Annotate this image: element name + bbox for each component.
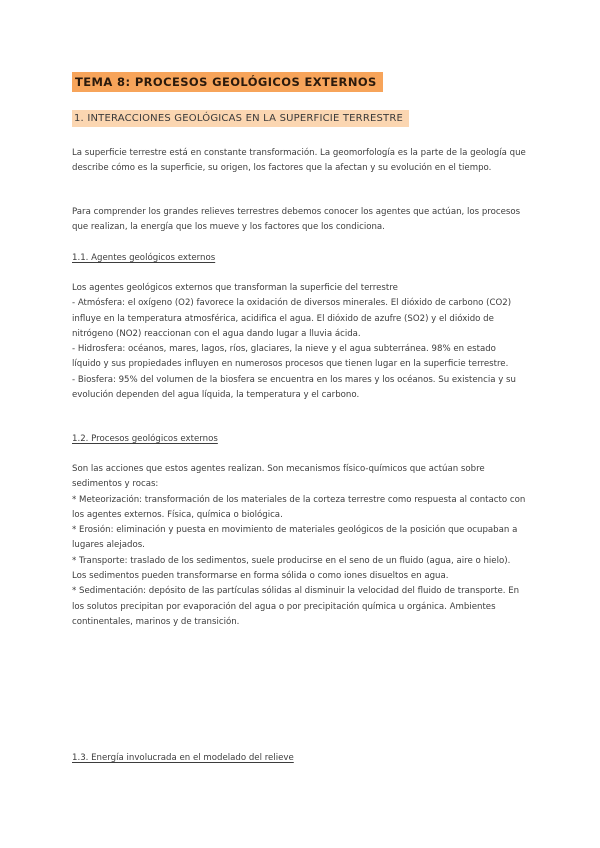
- list-item: - Atmósfera: el oxígeno (O2) favorece la oxidación de diversos minerales. El dióxido de carbono (CO2) influye en la temperatura atmosférica, acidifica el agua. El dióxido de azufre (SO2) y el dióxido de nitrógeno (NO2) reaccionan con el agua dando lugar a lluvia ácida.: [72, 298, 512, 339]
- subsection-heading-1-3: 1.3. Energía involucrada en el modelado del relieve: [72, 753, 294, 763]
- section-heading: 1. INTERACCIONES GEOLÓGICAS EN LA SUPERFICIE TERRESTRE: [72, 110, 409, 127]
- subsection-heading-1-2: 1.2. Procesos geológicos externos: [72, 434, 218, 444]
- list-item: * Meteorización: transformación de los materiales de la corteza terrestre como respuesta al contacto con los agentes externos. Física, química o biológica.: [72, 494, 526, 520]
- list-item: * Erosión: eliminación y puesta en movimiento de materiales geológicos de la posición que ocupaban a lugares alejados.: [72, 525, 518, 551]
- section1-paragraph-1: La superficie terrestre está en constante transformación. La geomorfología es la parte de la geología que describe cómo es la superficie, su origen, los factores que la afectan y su evolución en el tiempo.: [72, 148, 526, 174]
- section1-paragraph-2: Para comprender los grandes relieves terrestres debemos conocer los agentes que actúan, los procesos que realizan, la energía que los mueve y los factores que los condiciona.: [72, 207, 521, 233]
- subsection-heading-1-1: 1.1. Agentes geológicos externos: [72, 253, 216, 263]
- list-item: * Transporte: traslado de los sedimentos, suele producirse en el seno de un fluido (agua, aire o hielo). Los sedimentos pueden transformarse en forma sólida o como iones disueltos en agua.: [72, 555, 511, 582]
- subsection-intro: Son las acciones que estos agentes realizan. Son mecanismos físico-químicos que actúan sobre sedimentos y rocas:: [72, 464, 485, 490]
- subsection-1-2-body: [72, 462, 526, 630]
- list-item: * Sedimentación: depósito de las partículas sólidas al disminuir la velocidad del fluido de transporte. En los solutos precipitan por evaporación del agua o por precipitación química u orgánica. Ambientes continentales, marinos y de transición.: [72, 586, 520, 627]
- subsection-1-1-body: [72, 281, 526, 403]
- subsection-intro: Los agentes geológicos externos que transforman la superficie del terrestre: [72, 283, 398, 293]
- list-item: - Hidrosfera: océanos, mares, lagos, ríos, glaciares, la nieve y el agua subterránea. 98% en estado líquido y sus propiedades influyen en numerosos procesos que tienen lugar en la superficie terrestre.: [72, 344, 509, 370]
- document-title: TEMA 8: PROCESOS GEOLÓGICOS EXTERNOS: [72, 72, 383, 92]
- list-item: - Biosfera: 95% del volumen de la biosfera se encuentra en los mares y los océanos. Su existencia y su evolución dependen del agua líquida, la temperatura y el carbono.: [72, 374, 516, 401]
